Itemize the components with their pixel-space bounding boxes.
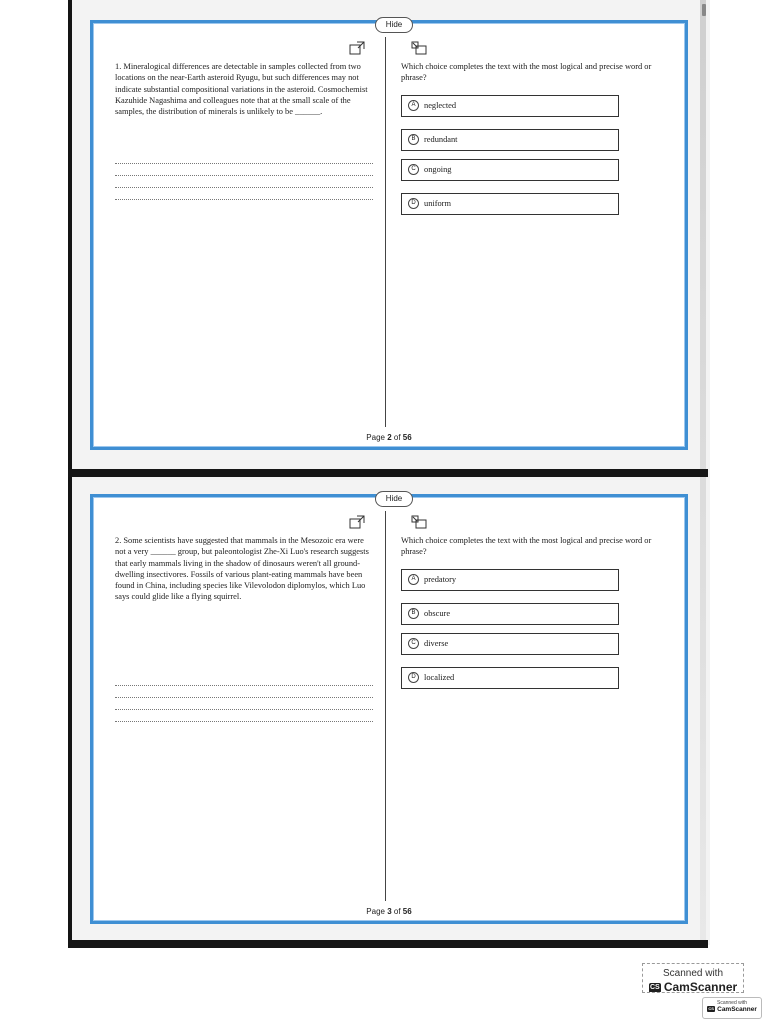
question-prompt: Which choice completes the text with the most logical and precise word or phrase? — [401, 62, 652, 82]
page-current: 2 — [387, 433, 392, 442]
choice-text: redundant — [424, 135, 458, 144]
choice-c[interactable] — [401, 633, 619, 655]
choice-b[interactable] — [401, 603, 619, 625]
page-prefix: Page — [366, 907, 388, 916]
camscanner-logo-icon: CS — [649, 983, 660, 991]
page-prefix: Page — [366, 433, 388, 442]
page-sep: of — [391, 433, 403, 442]
choice-text: localized — [424, 673, 455, 682]
page-indicator — [93, 433, 685, 442]
choice-letter: C — [408, 164, 419, 175]
dotted-line — [115, 187, 373, 188]
page-sep: of — [391, 907, 403, 916]
question-panel-2 — [90, 494, 688, 924]
watermark-line2: CS CamScanner — [649, 980, 738, 993]
choice-letter: A — [408, 100, 419, 111]
dotted-line — [115, 685, 373, 686]
dotted-line — [115, 175, 373, 176]
passage-text: 1. Mineralogical differences are detectable in samples collected from two locations on the near-Earth asteroid Ryugu, but such differences may not indicate substantial compositional variations in the asteroid. Cosmochemist Kazuhide Nagashima and colleagues note that at the small scale of the samples, the distribution of minerals is unlikely to be ______. — [115, 62, 368, 117]
page-current: 3 — [387, 907, 392, 916]
scrollbar-thumb[interactable] — [702, 4, 706, 16]
question-panel-1 — [90, 20, 688, 450]
dotted-line — [115, 199, 373, 200]
collapse-icon[interactable] — [411, 41, 427, 55]
dotted-line — [115, 163, 373, 164]
column-divider — [385, 37, 386, 427]
choice-b[interactable] — [401, 129, 619, 151]
choice-text: predatory — [424, 575, 457, 584]
camscanner-logo-icon: CS — [708, 1006, 714, 1012]
choice-text: diverse — [424, 639, 449, 648]
choice-letter: D — [408, 198, 419, 209]
dotted-line — [115, 721, 373, 722]
page-total: 56 — [402, 433, 412, 442]
choice-letter: A — [408, 574, 419, 585]
expand-icon[interactable] — [349, 41, 365, 55]
choice-d[interactable] — [401, 193, 619, 215]
collapse-icon[interactable] — [411, 515, 427, 529]
question-prompt: Which choice completes the text with the most logical and precise word or phrase? — [401, 536, 652, 556]
choice-text: uniform — [424, 199, 451, 208]
choice-text: obscure — [424, 609, 451, 618]
hide-button[interactable]: Hide — [375, 491, 413, 507]
choice-a[interactable] — [401, 95, 619, 117]
page-divider — [68, 940, 708, 948]
passage-text: 2. Some scientists have suggested that mammals in the Mesozoic era were not a very ______ group, but paleontologist Zhe-Xi Luo's research suggests that early mammals living in the shadow of dinosaurs weren't all ground-dwelling insectivores. Fossils of various plant-eating mammals have been found in China, including species like Vilevolodon diplomylos, which Luo says could glide like a flying squirrel. — [115, 536, 369, 602]
scanner-watermark — [642, 963, 744, 993]
hide-button[interactable]: Hide — [375, 17, 413, 33]
page-indicator — [93, 907, 685, 916]
expand-icon[interactable] — [349, 515, 365, 529]
choice-text: ongoing — [424, 165, 452, 174]
watermark-small-line2: CS CamScanner — [708, 1006, 757, 1013]
choice-c[interactable] — [401, 159, 619, 181]
watermark-line1: Scanned with — [662, 968, 724, 979]
choice-letter: B — [408, 134, 419, 145]
dotted-line — [115, 709, 373, 710]
page-total: 56 — [402, 907, 412, 916]
choice-a[interactable] — [401, 569, 619, 591]
dotted-line — [115, 697, 373, 698]
watermark-small-line1: Scanned with — [716, 1000, 748, 1006]
scanner-watermark-small — [702, 997, 762, 1019]
column-divider — [385, 511, 386, 901]
choice-text: neglected — [424, 101, 457, 110]
choice-d[interactable] — [401, 667, 619, 689]
choice-letter: B — [408, 608, 419, 619]
choice-letter: C — [408, 638, 419, 649]
choice-letter: D — [408, 672, 419, 683]
page-divider — [68, 469, 708, 477]
